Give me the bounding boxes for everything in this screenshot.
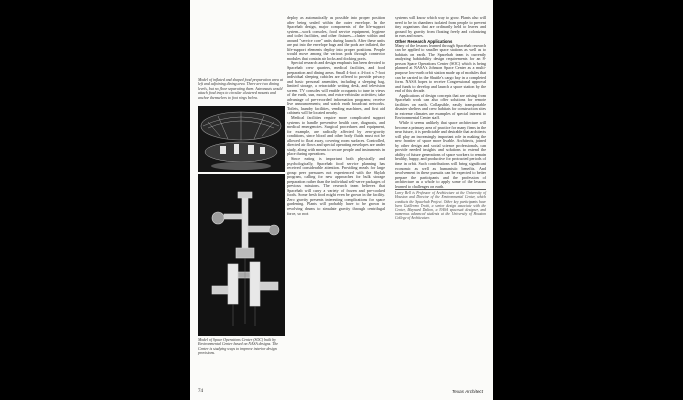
magazine-page [190, 0, 493, 400]
page-number: 74 [198, 389, 203, 394]
article-paragraph: Since eating is important both physically and psychologically, Spacehab food service planning has received considerable attention. Providing meals for large group peer pressures not experienced with the Skylab program, calling for new approaches for bulk storage preparation rather than the individual self-serve packages of previous missions. The research team believes that Spacehab will carry a variety of frozen and pre-cooked foods. Some fresh food might even be grown in the facility. Zero gravity presents interesting complications for space gardening. Plants will probably have to be grown in revolving drums to simulate gravity through centrifugal force, so root [287, 155, 385, 216]
publication-name: Texas Architect [451, 389, 483, 394]
article-paragraph: Many of the lessons learned through Spacehab research can be applied to smaller space stations as well as to habitats on earth. The Spacehab team is currently analyzing habitability design requirements for an 8-person Space Operations Center (SOC) which is being planned at NASA's Johnson Space Center as a multi-purpose low-earth orbit station made up of modules that can be carried in the Shuttle's cargo bay in a completed form. NASA hopes to receive Congressional approval and funds to develop and launch a space station by the end of this decade. [395, 42, 486, 94]
dining-area-model-photo [198, 106, 285, 172]
article-column-right [395, 16, 486, 221]
photo-caption-bottom: Model of Space Operations Center (SOC) built by Environmental Center based on NASA designs. The Center is studying ways to improve interior design provisions. [198, 338, 279, 356]
article-paragraph: systems will know which way to grow. Plants also will need to be in chambers isolated from people to prevent tiny organisms that are ordinarily held to leaves and ground by gravity from floating freely and colonizing in ears and noses. [395, 15, 486, 39]
article-paragraph: Special research and design emphasis has been devoted to Spacehab crew quarters, medical facilities, and food preparation and dining areas. Small 4-foot x 4-foot x 7-foot individual sleeping cubicles are offered to provide privacy and basic personal amenities, including a sleeping bag, limited storage, a retractable writing desk, and television screen. TV consoles will enable occupants to tune in views of the earth, sun, moon, and extra-vehicular activities; take advantage of pre-recorded information programs; receive live announcements; and watch earth broadcast networks. Toilets, laundry facilities, vending machines, and first aid cabinets will be located nearby. [287, 60, 385, 116]
article-paragraph: deploy as automatically as possible into proper position after being sealed within the outer envelope. In the Spacehab design, major components of the life-support system—work consoles, food service equipment, hygiene and toilet facilities, and other fixtures—cluster within and around "service core" units during launch. After these units are put into the envelope bags and the pods are inflated, the life-support elements deploy into proper positions. People would move among the various pods through connector modules that contain air locks and docking ports. [287, 15, 385, 61]
article-paragraph: Medical facilities require more complicated support systems to handle preventive health care, diagnosis, and medical emergencies. Surgical procedures and equipment, for example, are radically affected by zero-gravity conditions, since blood and other body fluids must not be allowed to float away, covering room surfaces. Controlled, directed air flows and special operating envelopes are under study, along with means to secure people and instruments in place during operations. [287, 115, 385, 157]
soc-model-photo [198, 174, 285, 336]
article-paragraph: Applications of design concepts that are arising from Spacehab work can also offer solutions for remote facilities on earth. Collapsible, easily transportable disaster shelters and crew habitats for construction sites in extreme climates are examples of special interest to Environmental Center staff. [395, 92, 486, 121]
article-paragraph: While it seems unlikely that space architecture will become a primary area of practice for many firms in the near future, it is predictable and desirable that architects will play an increasingly important role in making the new frontier of space more livable. Architects, joined by other design and social science professionals, can provide needed insights and solutions to extend the ability of future generations of space workers to remain healthy, happy, and productive for protracted periods of time in orbit. Such contributions will bring significant economic as well as humanistic benefits. And involvement in these pursuits can be expected to better prepare the participants and the profession of architecture as a whole to apply some of the lessons learned to challenges on earth. [395, 120, 486, 189]
author-note: Larry Bell is Professor of Architecture at the University of Houston and Director of the Environmental Center, which conducts the Spacehab Project. Other key participants have been Guillermo Trotti, a senior design associate with the Center, Maynard Dalton, a NASA spacesuit designer, and numerous advanced students at the University of Houston College of Architecture. [395, 191, 486, 221]
section-heading: Other Research Applications [395, 38, 453, 44]
article-column-middle [287, 16, 385, 216]
photo-caption-top: Model of inflated and shaped food preparation area at left and adjoining dining area. There are two dining levels, but no floor separating them. Astronauts would attach food trays to circular clustered mounts and anchor themselves to foot rings below. [198, 78, 283, 100]
